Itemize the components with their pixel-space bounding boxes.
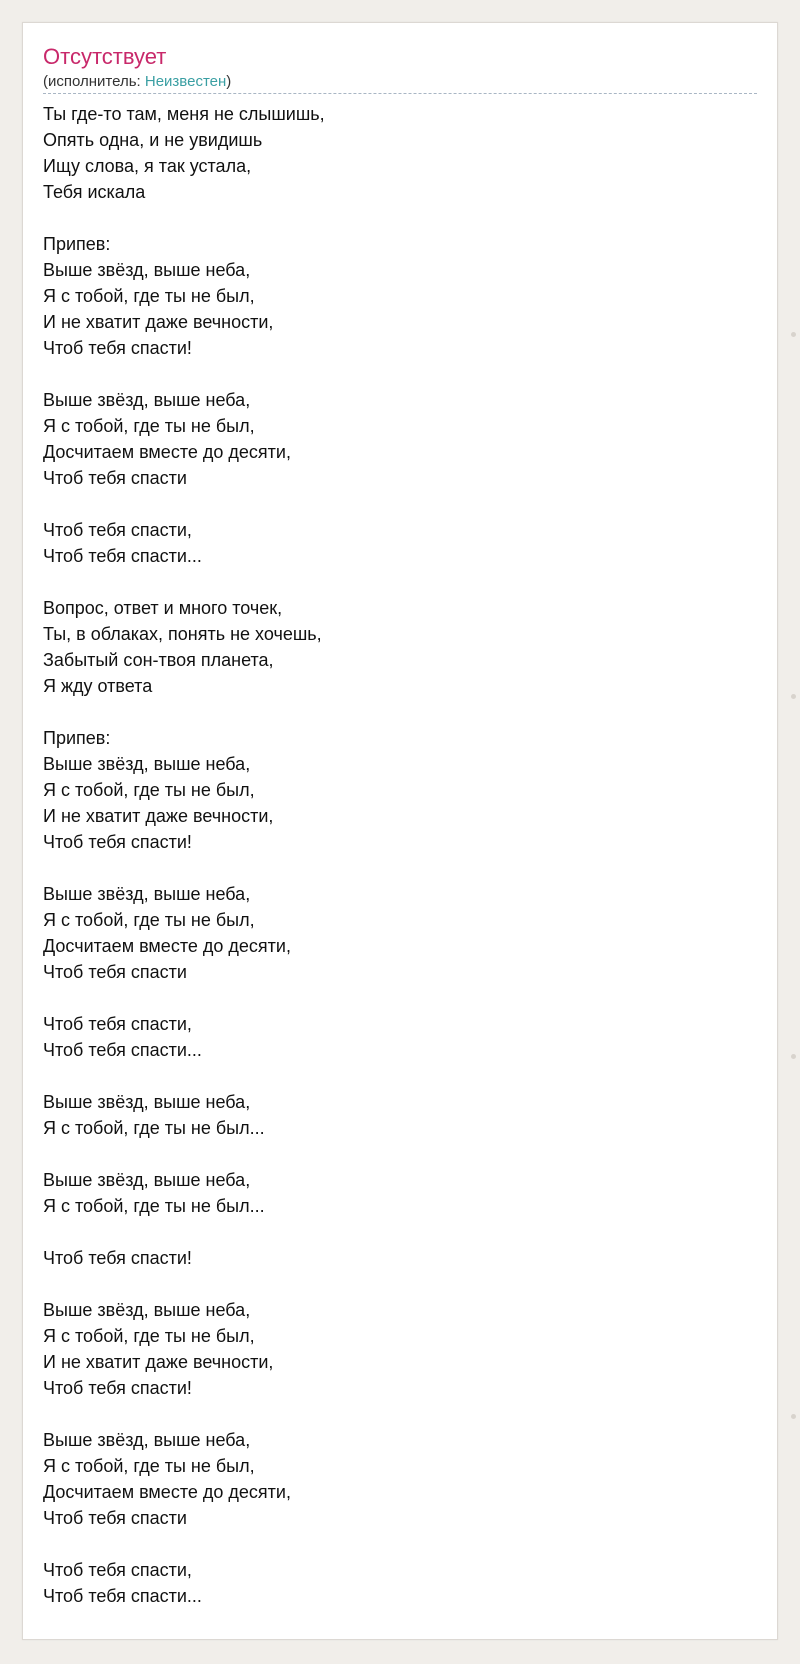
lyrics-line: Чтоб тебя спасти...	[43, 546, 202, 566]
lyrics-line: Досчитаем вместе до десяти,	[43, 936, 291, 956]
edge-decoration	[791, 332, 796, 337]
lyrics-stanza	[43, 1011, 757, 1063]
lyrics-stanza	[43, 1167, 757, 1219]
song-title: Отсутствует	[43, 44, 167, 69]
lyrics-line: Припев:	[43, 234, 111, 254]
lyrics-line: Вопрос, ответ и много точек,	[43, 598, 283, 618]
lyrics-line: Я с тобой, где ты не был...	[43, 1118, 265, 1138]
lyrics-line: Я с тобой, где ты не был,	[43, 1456, 255, 1476]
lyrics-line: Выше звёзд, выше неба,	[43, 1170, 251, 1190]
lyrics-line: Ищу слова, я так устала,	[43, 156, 252, 176]
lyrics-stanza	[43, 387, 757, 491]
edge-decoration	[791, 1414, 796, 1419]
header-divider	[43, 93, 757, 94]
artist-link[interactable]: Неизвестен	[144, 73, 227, 90]
lyrics-line: Выше звёзд, выше неба,	[43, 1092, 251, 1112]
lyrics-line: Опять одна, и не увидишь	[43, 130, 263, 150]
lyrics-card	[22, 22, 778, 1640]
lyrics-line: И не хватит даже вечности,	[43, 1352, 274, 1372]
lyrics-line: Чтоб тебя спасти!	[43, 1378, 192, 1398]
lyrics-line: Я с тобой, где ты не был...	[43, 1196, 265, 1216]
lyrics-line: Я с тобой, где ты не был,	[43, 910, 255, 930]
lyrics-line: Досчитаем вместе до десяти,	[43, 1482, 291, 1502]
lyrics-text	[43, 101, 757, 1635]
lyrics-line: Я с тобой, где ты не был,	[43, 416, 255, 436]
lyrics-line: Выше звёзд, выше неба,	[43, 754, 251, 774]
lyrics-line: Чтоб тебя спасти	[43, 1508, 187, 1528]
lyrics-line: Выше звёзд, выше неба,	[43, 1430, 251, 1450]
lyrics-line: Ты где-то там, меня не слышишь,	[43, 104, 325, 124]
lyrics-line: Я с тобой, где ты не был,	[43, 1326, 255, 1346]
lyrics-line: Чтоб тебя спасти,	[43, 1014, 192, 1034]
lyrics-line: Чтоб тебя спасти!	[43, 832, 192, 852]
artist-line	[43, 73, 231, 91]
lyrics-stanza	[43, 595, 757, 699]
artist-suffix: )	[226, 73, 232, 90]
lyrics-line: Выше звёзд, выше неба,	[43, 884, 251, 904]
lyrics-stanza	[43, 231, 757, 361]
lyrics-line: Забытый сон-твоя планета,	[43, 650, 274, 670]
lyrics-stanza	[43, 881, 757, 985]
lyrics-stanza	[43, 1557, 757, 1609]
lyrics-line: Чтоб тебя спасти!	[43, 338, 192, 358]
lyrics-line: Ты, в облаках, понять не хочешь,	[43, 624, 322, 644]
lyrics-line: Выше звёзд, выше неба,	[43, 390, 251, 410]
lyrics-line: Я с тобой, где ты не был,	[43, 286, 255, 306]
lyrics-stanza	[43, 1089, 757, 1141]
lyrics-line: Я с тобой, где ты не был,	[43, 780, 255, 800]
lyrics-line: И не хватит даже вечности,	[43, 312, 274, 332]
lyrics-line: Чтоб тебя спасти...	[43, 1586, 202, 1606]
lyrics-stanza	[43, 101, 757, 205]
lyrics-line: Выше звёзд, выше неба,	[43, 1300, 251, 1320]
lyrics-line: Чтоб тебя спасти!	[43, 1248, 192, 1268]
lyrics-stanza	[43, 517, 757, 569]
artist-prefix: (исполнитель:	[43, 73, 145, 90]
lyrics-stanza	[43, 1427, 757, 1531]
lyrics-line: Чтоб тебя спасти	[43, 468, 187, 488]
lyrics-line: Припев:	[43, 728, 111, 748]
lyrics-line: Чтоб тебя спасти...	[43, 1040, 202, 1060]
lyrics-line: Досчитаем вместе до десяти,	[43, 442, 291, 462]
lyrics-line: Чтоб тебя спасти,	[43, 1560, 192, 1580]
lyrics-line: Я жду ответа	[43, 676, 153, 696]
lyrics-line: Чтоб тебя спасти,	[43, 520, 192, 540]
lyrics-line: Выше звёзд, выше неба,	[43, 260, 251, 280]
edge-decoration	[791, 694, 796, 699]
lyrics-stanza	[43, 725, 757, 855]
edge-decoration	[791, 1054, 796, 1059]
lyrics-line: Тебя искала	[43, 182, 146, 202]
lyrics-stanza	[43, 1245, 757, 1271]
lyrics-line: Чтоб тебя спасти	[43, 962, 187, 982]
lyrics-stanza	[43, 1297, 757, 1401]
lyrics-line: И не хватит даже вечности,	[43, 806, 274, 826]
